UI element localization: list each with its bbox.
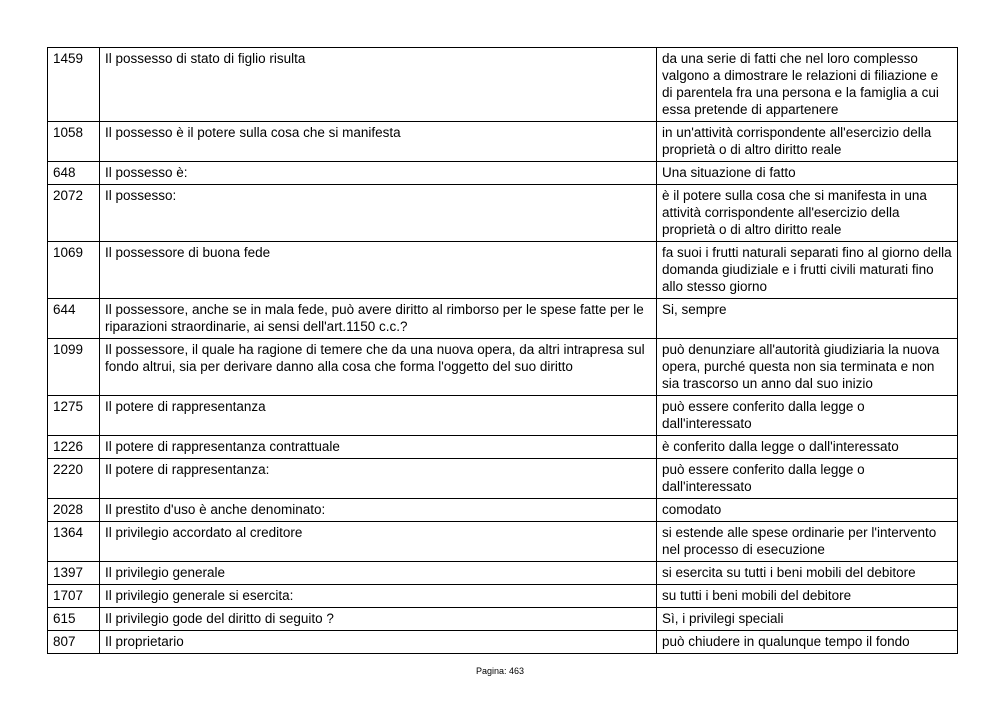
question-id-cell: 615 — [48, 608, 100, 631]
table-row — [48, 608, 958, 631]
answer-cell: da una serie di fatti che nel loro complesso valgono a dimostrare le relazioni di filiazione e di parentela fra una persona e la famiglia a cui essa pretende di appartenere — [657, 48, 958, 122]
question-cell: Il potere di rappresentanza contrattuale — [100, 436, 657, 459]
question-id-cell: 644 — [48, 299, 100, 339]
question-cell: Il prestito d'uso è anche denominato: — [100, 499, 657, 522]
table-row — [48, 631, 958, 654]
table-row — [48, 242, 958, 299]
question-id-cell: 1364 — [48, 522, 100, 562]
question-cell: Il potere di rappresentanza: — [100, 459, 657, 499]
answer-cell: in un'attività corrispondente all'esercizio della proprietà o di altro diritto reale — [657, 122, 958, 162]
question-id-cell: 807 — [48, 631, 100, 654]
question-id-cell: 1069 — [48, 242, 100, 299]
table-row — [48, 585, 958, 608]
question-id-cell: 1707 — [48, 585, 100, 608]
question-id-cell: 2072 — [48, 185, 100, 242]
answer-cell: si esercita su tutti i beni mobili del debitore — [657, 562, 958, 585]
question-cell: Il possessore di buona fede — [100, 242, 657, 299]
answer-cell: comodato — [657, 499, 958, 522]
page-number: Pagina: 463 — [475, 666, 525, 676]
table-row — [48, 396, 958, 436]
table-row — [48, 522, 958, 562]
question-id-cell: 648 — [48, 162, 100, 185]
table-row — [48, 436, 958, 459]
question-cell: Il possesso è: — [100, 162, 657, 185]
qa-table-body — [48, 48, 958, 654]
question-id-cell: 1099 — [48, 339, 100, 396]
question-cell: Il possesso di stato di figlio risulta — [100, 48, 657, 122]
question-cell: Il potere di rappresentanza — [100, 396, 657, 436]
answer-cell: è il potere sulla cosa che si manifesta in una attività corrispondente all'esercizio della proprietà o di altro diritto reale — [657, 185, 958, 242]
question-cell: Il proprietario — [100, 631, 657, 654]
question-cell: Il possesso è il potere sulla cosa che si manifesta — [100, 122, 657, 162]
question-id-cell: 2028 — [48, 499, 100, 522]
table-row — [48, 562, 958, 585]
table-row — [48, 339, 958, 396]
answer-cell: fa suoi i frutti naturali separati fino al giorno della domanda giudiziale e i frutti civili maturati fino allo stesso giorno — [657, 242, 958, 299]
answer-cell: si estende alle spese ordinarie per l'intervento nel processo di esecuzione — [657, 522, 958, 562]
question-cell: Il privilegio generale — [100, 562, 657, 585]
table-row — [48, 48, 958, 122]
question-cell: Il privilegio gode del diritto di seguito ? — [100, 608, 657, 631]
answer-cell: può essere conferito dalla legge o dall'interessato — [657, 396, 958, 436]
question-id-cell: 2220 — [48, 459, 100, 499]
answer-cell: Una situazione di fatto — [657, 162, 958, 185]
question-cell: Il possesso: — [100, 185, 657, 242]
question-id-cell: 1058 — [48, 122, 100, 162]
question-id-cell: 1459 — [48, 48, 100, 122]
answer-cell: può essere conferito dalla legge o dall'interessato — [657, 459, 958, 499]
qa-table — [47, 47, 958, 654]
answer-cell: su tutti i beni mobili del debitore — [657, 585, 958, 608]
question-cell: Il privilegio accordato al creditore — [100, 522, 657, 562]
question-id-cell: 1226 — [48, 436, 100, 459]
answer-cell: Si, sempre — [657, 299, 958, 339]
question-cell: Il possessore, il quale ha ragione di temere che da una nuova opera, da altri intrapresa sul fondo altrui, sia per derivare danno alla cosa che forma l'oggetto del suo diritto — [100, 339, 657, 396]
question-cell: Il privilegio generale si esercita: — [100, 585, 657, 608]
answer-cell: può chiudere in qualunque tempo il fondo — [657, 631, 958, 654]
table-row — [48, 162, 958, 185]
question-id-cell: 1397 — [48, 562, 100, 585]
table-row — [48, 499, 958, 522]
answer-cell: è conferito dalla legge o dall'interessato — [657, 436, 958, 459]
table-row — [48, 459, 958, 499]
question-cell: Il possessore, anche se in mala fede, può avere diritto al rimborso per le spese fatte per le riparazioni straordinarie, ai sensi dell'art.1150 c.c.? — [100, 299, 657, 339]
table-row — [48, 299, 958, 339]
answer-cell: Sì, i privilegi speciali — [657, 608, 958, 631]
question-id-cell: 1275 — [48, 396, 100, 436]
table-row — [48, 185, 958, 242]
table-row — [48, 122, 958, 162]
answer-cell: può denunziare all'autorità giudiziaria la nuova opera, purché questa non sia terminata e non sia trascorso un anno dal suo inizio — [657, 339, 958, 396]
